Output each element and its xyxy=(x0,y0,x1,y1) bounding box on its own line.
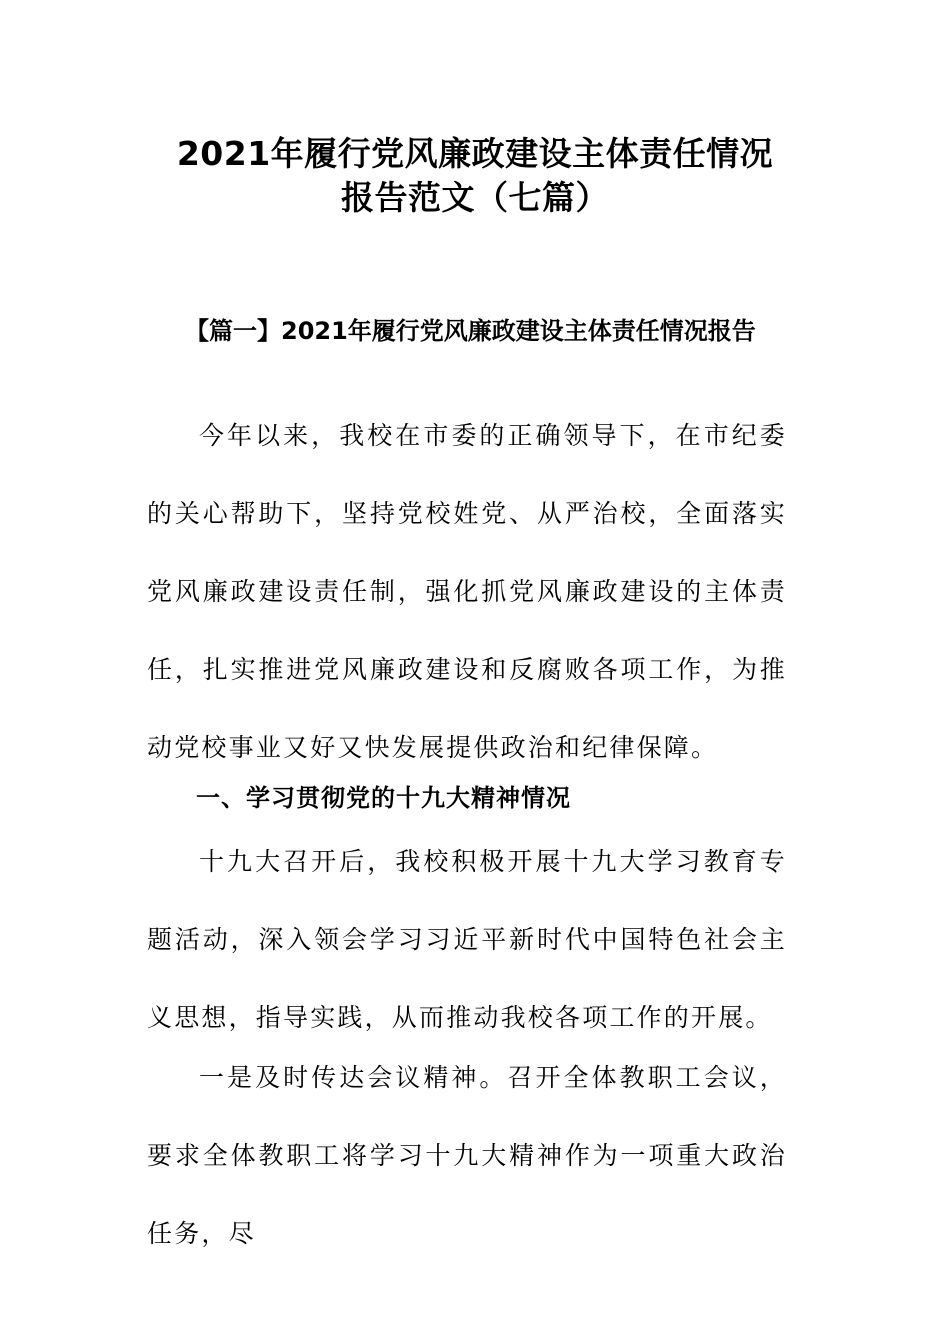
document-title-line-2: 报告范文（七篇） xyxy=(341,178,609,217)
paragraph-nineteenth-congress: 十九大召开后，我校积极开展十九大学习教育专题活动，深入领会学习习近平新时代中国特色社会主义思想，指导实践，从而推动我校各项工作的开展。 xyxy=(147,847,787,1032)
document-title-line-1: 2021年履行党风廉政建设主体责任情况 xyxy=(176,134,774,173)
paragraph-first-point: 一是及时传达会议精神。召开全体教职工会议，要求全体教职工将学习十九大精神作为一项重大政治任务，尽 xyxy=(147,1063,787,1248)
section-heading: 【篇一】2021年履行党风廉政建设主体责任情况报告 xyxy=(185,317,756,345)
subheading-one: 一、学习贯彻党的十九大精神情况 xyxy=(196,784,571,812)
paragraph-intro: 今年以来，我校在市委的正确领导下，在市纪委的关心帮助下，坚持党校姓党、从严治校，全面落实党风廉政建设责任制，强化抓党风廉政建设的主体责任，扎实推进党风廉政建设和反腐败各项工作，为推动党校事业又好又快发展提供政治和纪律保障。 xyxy=(147,421,787,762)
